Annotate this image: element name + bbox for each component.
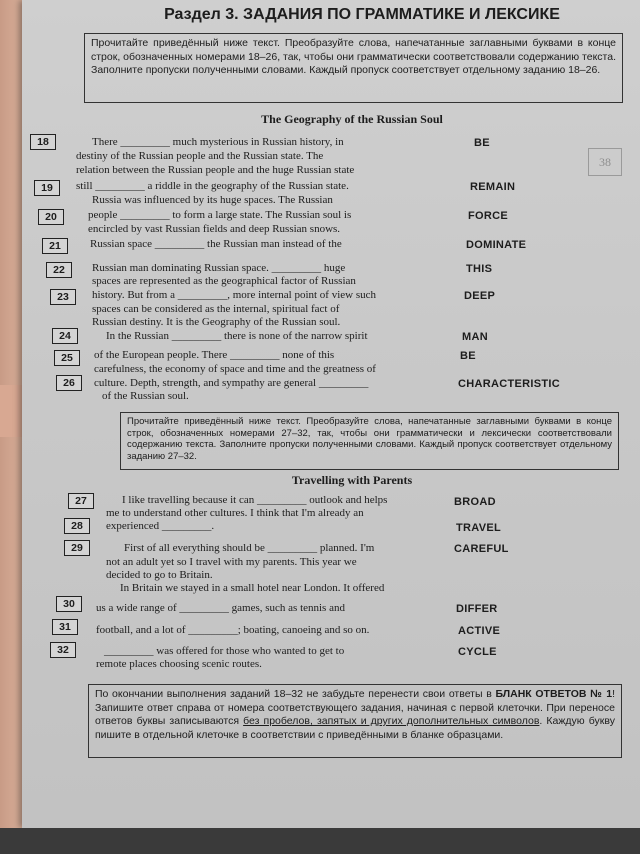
text1-line: culture. Depth, strength, and sympathy are general _________ <box>94 377 369 389</box>
instructions-bottom-text: ! Запишите ответ справа от номера соответствующего задания, начиная с первой клеточки. При переносе ответов буквы записываются <box>95 688 616 727</box>
text2-line: me to understand other cultures. I think that I'm already an <box>106 507 364 519</box>
text1-line: Russia was influenced by its huge spaces. The Russian <box>92 194 333 206</box>
section-title: Раздел 3. ЗАДАНИЯ ПО ГРАММАТИКЕ И ЛЕКСИКЕ <box>164 6 560 23</box>
task-number: 26 <box>56 375 82 391</box>
instructions-bottom-emphasis: без пробелов, запятых и других дополнительных символов <box>243 715 540 727</box>
text2-line: experienced _________. <box>106 520 215 532</box>
key-word: DIFFER <box>456 603 498 615</box>
key-word: REMAIN <box>470 181 516 193</box>
task-number: 22 <box>46 262 72 278</box>
key-word: CAREFUL <box>454 543 509 555</box>
task-number: 19 <box>34 180 60 196</box>
key-word: BROAD <box>454 496 496 508</box>
exam-page <box>22 0 640 828</box>
text1-line: relation between the Russian people and the huge Russian state <box>76 164 355 176</box>
instructions-bottom-text: . Каждую букву пишите в отдельной клеточке в соответствии с приведёнными в бланке образцами. <box>95 715 615 741</box>
key-word: THIS <box>466 263 493 275</box>
key-word: DEEP <box>464 290 496 302</box>
text2-title: Travelling with Parents <box>291 473 413 487</box>
task-number: 25 <box>54 350 80 366</box>
text1-line: Russian destiny. It is the Geography of the Russian soul. <box>92 316 341 328</box>
task-number: 30 <box>56 596 82 612</box>
text1-line: Russian space _________ the Russian man instead of the <box>90 238 342 250</box>
text1-line: people _________ to form a large state. The Russian soul is <box>88 209 352 221</box>
task-number: 28 <box>64 518 90 534</box>
key-word: ACTIVE <box>458 625 501 637</box>
text2-line: us a wide range of _________ games, such as tennis and <box>96 602 345 614</box>
instructions-top: Прочитайте приведённый ниже текст. Преобразуйте слова, напечатанные заглавными буквами в конце строк, обозначенных номерами 18–26, так, чтобы они грамматически соответствовали содержанию текста. Заполните пропуски полученными словами. Каждый пропуск соответствует отдельному заданию 18–26. <box>84 33 623 103</box>
text2-line: decided to go to Britain. <box>106 569 213 581</box>
text1-title: The Geography of the Russian Soul <box>261 112 443 126</box>
key-word: CHARACTERISTIC <box>458 378 560 390</box>
table-surface <box>0 828 640 854</box>
text1-line: In the Russian _________ there is none of the narrow spirit <box>106 330 368 342</box>
task-number: 21 <box>42 238 68 254</box>
text1-line: of the Russian soul. <box>102 390 189 402</box>
key-word: MAN <box>462 331 488 343</box>
text1-line: spaces are represented as the geographical factor of Russian <box>92 275 356 287</box>
key-word: BE <box>460 350 476 362</box>
answer-sheet-name: БЛАНК ОТВЕТОВ № 1 <box>495 688 613 700</box>
key-word: CYCLE <box>458 646 497 658</box>
faded-stamp: 38 <box>588 148 622 176</box>
text1-line: There _________ much mysterious in Russian history, in <box>92 136 344 148</box>
text2-line: _________ was offered for those who wanted to get to <box>104 645 345 657</box>
text1-line: carefulness, the economy of space and time and the greatness of <box>94 363 376 375</box>
key-word: FORCE <box>468 210 508 222</box>
text2-line: football, and a lot of _________; boating, canoeing and so on. <box>96 624 370 636</box>
task-number: 18 <box>30 134 56 150</box>
text2-line: not an adult yet so I travel with my parents. This year we <box>106 556 357 568</box>
text2-line: First of all everything should be _________ planned. I'm <box>124 542 375 554</box>
instructions-mid: Прочитайте приведённый ниже текст. Преобразуйте слова, напечатанные заглавными буквами в конце строк, обозначенных номерами 27–32, так, чтобы они грамматически и лексически соответствовали содержанию текста. Заполните пропуски полученными словами. Каждый пропуск соответствует отдельному заданию 27–32. <box>120 412 619 470</box>
text2-line: In Britain we stayed in a small hotel near London. It offered <box>120 582 385 594</box>
key-word: BE <box>474 137 490 149</box>
key-word: DOMINATE <box>466 239 527 251</box>
task-number: 31 <box>52 619 78 635</box>
task-number: 27 <box>68 493 94 509</box>
task-number: 32 <box>50 642 76 658</box>
task-number: 20 <box>38 209 64 225</box>
text1-line: encircled by vast Russian fields and deep Russian snows. <box>88 223 341 235</box>
text1-line: still _________ a riddle in the geography of the Russian state. <box>76 180 349 192</box>
task-number: 29 <box>64 540 90 556</box>
task-number: 24 <box>52 328 78 344</box>
text1-line: of the European people. There _________ none of this <box>94 349 335 361</box>
text1-line: history. But from a _________, more internal point of view such <box>92 289 377 301</box>
text1-line: Russian man dominating Russian space. _________ huge <box>92 262 346 274</box>
instructions-bottom-text: По окончании выполнения заданий 18–32 не забудьте перенести свои ответы в <box>95 688 496 700</box>
task-number: 23 <box>50 289 76 305</box>
text2-line: I like travelling because it can _________ outlook and helps <box>122 494 388 506</box>
text2-line: remote places choosing scenic routes. <box>96 658 262 670</box>
text1-line: spaces can be considered as the internal, spiritual fact of <box>92 303 340 315</box>
key-word: TRAVEL <box>456 522 501 534</box>
text1-line: destiny of the Russian people and the Russian state. The <box>76 150 324 162</box>
instructions-bottom <box>88 684 622 758</box>
